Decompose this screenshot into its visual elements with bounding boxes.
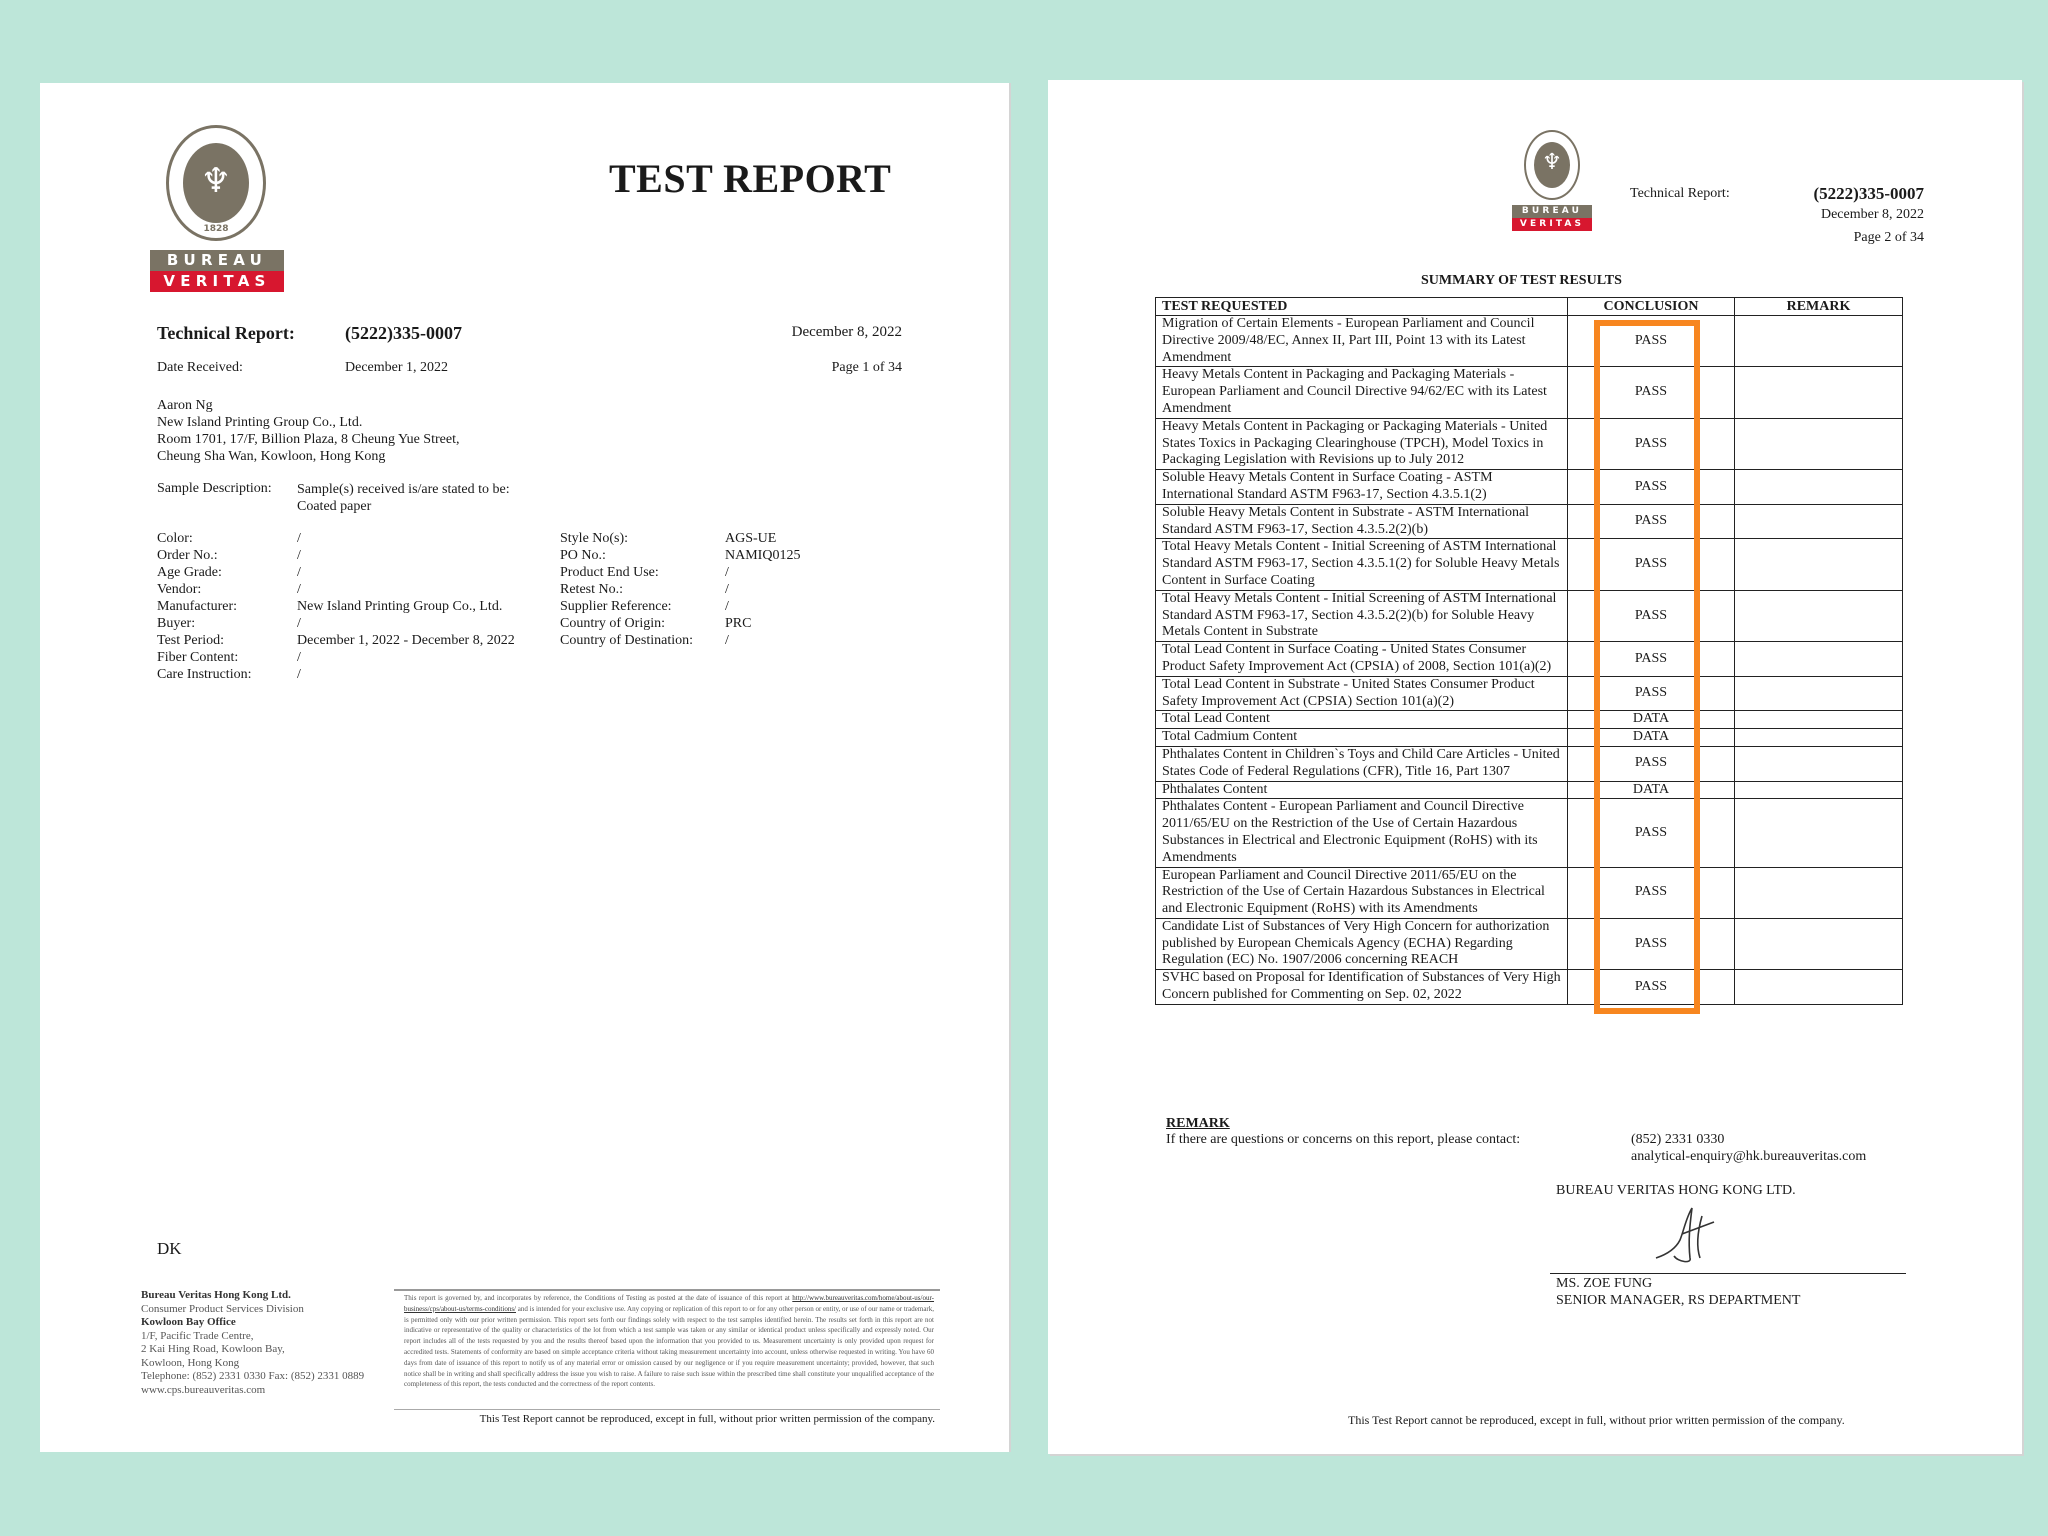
- conclusion-cell: PASS: [1568, 918, 1735, 969]
- remark-cell: [1735, 729, 1903, 747]
- table-row: [1156, 470, 1903, 505]
- summary-table: [1155, 297, 1903, 1005]
- test-requested-cell: Phthalates Content: [1156, 781, 1568, 799]
- table-row: [1156, 676, 1903, 711]
- detail-row: Vendor: /: [157, 582, 301, 597]
- table-row: [1156, 590, 1903, 641]
- conclusion-cell: PASS: [1568, 867, 1735, 918]
- remark-cell: [1735, 746, 1903, 781]
- detail-row: Age Grade: /: [157, 565, 301, 580]
- test-requested-cell: Heavy Metals Content in Packaging or Packaging Materials - United States Toxics in Packaging Clearinghouse (TPCH), Model Toxics in Packaging Legislation with Revisions up to July 2012: [1156, 418, 1568, 469]
- table-row: [1156, 799, 1903, 867]
- client-address: Aaron Ng New Island Printing Group Co., Ltd. Room 1701, 17/F, Billion Plaza, 8 Cheung Yue Street, Cheung Sha Wan, Kowloon, Hong Kong: [157, 398, 460, 464]
- test-requested-cell: Phthalates Content in Children`s Toys and Child Care Articles - United States Code of Federal Regulations (CFR), Title 16, Part 1307: [1156, 746, 1568, 781]
- remark-text: If there are questions or concerns on this report, please contact:: [1166, 1132, 1521, 1147]
- initials: DK: [157, 1239, 182, 1258]
- remark-cell: [1735, 367, 1903, 418]
- contact-email[interactable]: analytical-enquiry@hk.bureauveritas.com: [1631, 1149, 1867, 1164]
- technical-report-label: Technical Report:: [1630, 186, 1730, 201]
- table-row: [1156, 781, 1903, 799]
- table-row: [1156, 867, 1903, 918]
- detail-row: Retest No.: /: [560, 582, 729, 597]
- date-received-label: Date Received:: [157, 360, 243, 375]
- test-requested-cell: Migration of Certain Elements - European Parliament and Council Directive 2009/48/EC, Annex II, Part III, Point 13 with its Latest Amendment: [1156, 316, 1568, 367]
- detail-row: Manufacturer: New Island Printing Group Co., Ltd.: [157, 599, 503, 614]
- conclusion-cell: DATA: [1568, 711, 1735, 729]
- table-row: [1156, 711, 1903, 729]
- remark-cell: [1735, 918, 1903, 969]
- technical-report-label: Technical Report:: [157, 323, 295, 343]
- column-header-conclusion: CONCLUSION: [1568, 298, 1735, 316]
- test-requested-cell: SVHC based on Proposal for Identification of Substances of Very High Concern published for Commenting on Sep. 02, 2022: [1156, 970, 1568, 1005]
- conclusion-cell: DATA: [1568, 729, 1735, 747]
- conclusion-cell: PASS: [1568, 746, 1735, 781]
- detail-row: Buyer: /: [157, 616, 301, 631]
- detail-row: Product End Use: /: [560, 565, 729, 580]
- page-indicator: Page 2 of 34: [1853, 230, 1924, 245]
- remark-cell: [1735, 316, 1903, 367]
- test-requested-cell: Phthalates Content - European Parliament and Council Directive 2011/65/EU on the Restriction of the Use of Certain Hazardous Substances in Electrical and Electronic Equipment (RoHS) with its Amendments: [1156, 799, 1568, 867]
- table-row: [1156, 642, 1903, 677]
- remark-cell: [1735, 781, 1903, 799]
- conclusion-cell: PASS: [1568, 539, 1735, 590]
- remark-cell: [1735, 711, 1903, 729]
- test-requested-cell: Total Lead Content in Surface Coating - United States Consumer Product Safety Improvement Act (CPSIA) of 2008, Section 101(a)(2): [1156, 642, 1568, 677]
- footer-notice: This Test Report cannot be reproduced, except in full, without prior written permission of the company.: [1348, 1413, 1845, 1427]
- remark-cell: [1735, 799, 1903, 867]
- detail-row: Style No(s): AGS-UE: [560, 531, 777, 546]
- conclusion-cell: DATA: [1568, 781, 1735, 799]
- sample-description: Sample(s) received is/are stated to be: Coated paper: [297, 482, 510, 514]
- disclaimer-top-rule: [394, 1289, 940, 1291]
- remark-cell: [1735, 676, 1903, 711]
- remark-cell: [1735, 867, 1903, 918]
- test-requested-cell: Total Cadmium Content: [1156, 729, 1568, 747]
- column-header-test-requested: TEST REQUESTED: [1156, 298, 1568, 316]
- test-requested-cell: Total Lead Content: [1156, 711, 1568, 729]
- bureau-veritas-logo: ♆ BUREAU VERITAS: [1512, 130, 1592, 232]
- table-row: [1156, 746, 1903, 781]
- footer-notice: This Test Report cannot be reproduced, except in full, without prior written permission of the company.: [479, 1413, 935, 1425]
- signatory-company: BUREAU VERITAS HONG KONG LTD.: [1556, 1183, 1796, 1198]
- test-requested-cell: Soluble Heavy Metals Content in Surface Coating - ASTM International Standard ASTM F963-17, Section 4.3.5.1(2): [1156, 470, 1568, 505]
- detail-row: Care Instruction: /: [157, 667, 301, 682]
- signatory-name: MS. ZOE FUNG: [1556, 1276, 1653, 1291]
- remark-cell: [1735, 504, 1903, 539]
- office-address: Bureau Veritas Hong Kong Ltd. Consumer Product Services Division Kowloon Bay Office 1/F, Pacific Trade Centre, 2 Kai Hing Road, Kowloon Bay, Kowloon, Hong Kong Telephone: (852) 2331 0330 Fax: (852) 2331 0889 www.cps.bureauveritas.com: [141, 1289, 365, 1396]
- table-row: [1156, 729, 1903, 747]
- logo-figure-icon: ♆: [1542, 150, 1562, 175]
- detail-row: Supplier Reference: /: [560, 599, 729, 614]
- detail-row: Fiber Content: /: [157, 650, 301, 665]
- remark-cell: [1735, 642, 1903, 677]
- report-page-2: [1048, 80, 2022, 1454]
- test-requested-cell: Soluble Heavy Metals Content in Substrate - ASTM International Standard ASTM F963-17, Section 4.3.5.2(2)(b): [1156, 504, 1568, 539]
- test-requested-cell: Candidate List of Substances of Very High Concern for authorization published by European Chemicals Agency (ECHA) Regarding Regulation (EC) No. 1907/2006 concerning REACH: [1156, 918, 1568, 969]
- remark-cell: [1735, 470, 1903, 505]
- table-row: [1156, 367, 1903, 418]
- report-date: December 8, 2022: [791, 324, 902, 340]
- table-row: [1156, 316, 1903, 367]
- detail-row: Order No.: /: [157, 548, 301, 563]
- conclusion-cell: PASS: [1568, 316, 1735, 367]
- signatory-title: SENIOR MANAGER, RS DEPARTMENT: [1556, 1293, 1801, 1308]
- signature-icon: [1648, 1200, 1728, 1270]
- disclaimer-bottom-rule: [394, 1409, 940, 1410]
- detail-row: Color: /: [157, 531, 301, 546]
- table-row: [1156, 504, 1903, 539]
- report-date: December 8, 2022: [1820, 207, 1924, 222]
- test-requested-cell: Total Heavy Metals Content - Initial Screening of ASTM International Standard ASTM F963-17, Section 4.3.5.2(2)(b) for Soluble Heavy Metals Content in Substrate: [1156, 590, 1568, 641]
- detail-row: Test Period: December 1, 2022 - December 8, 2022: [157, 633, 515, 648]
- remark-cell: [1735, 970, 1903, 1005]
- conclusion-cell: PASS: [1568, 642, 1735, 677]
- table-row: [1156, 418, 1903, 469]
- terms-conditions-link[interactable]: http://www.bureauveritas.com/home/about-us/our-business/cps/about-us/terms-conditions/: [404, 1294, 935, 1313]
- conclusion-cell: PASS: [1568, 367, 1735, 418]
- technical-report-number: (5222)335-0007: [345, 323, 462, 343]
- conclusion-cell: PASS: [1568, 418, 1735, 469]
- table-row: [1156, 970, 1903, 1005]
- sample-details-left: [157, 530, 515, 683]
- table-row: [1156, 918, 1903, 969]
- disclaimer-text: This report is governed by, and incorporates by reference, the Conditions of Testing as posted at the date of issuance of this report at http://www.bureauveritas.com/home/about-us/our-business/cps/about-us/terms-conditions/ and is intended for your exclusive use. Any copying or replication of this report to or for any other person or entity, or use of our name or trademark, is permitted only with our prior written permission. This report sets forth our findings solely with respect to the test samples identified herein. The results set forth in this report are not indicative or representative of the quality or characteristics of the lot from which a test sample was taken or any similar or identical product unless specifically and expressly noted. Our report includes all of the tests requested by you and the results thereof based upon the information that you provided to us. Measurement uncertainty is only provided upon request for accredited tests. Statements of conformity are based on simple acceptance criteria without taking measurement uncertainty into account, unless otherwise requested in writing. You have 60 days from date of issuance of this report to notify us of any material error or omission caused by our negligence or if you require measurement uncertainty; provided, however, that such notice shall be in writing and shall specifically address the issue you wish to raise. A failure to raise such issue within the prescribed time shall constitute your unqualified acceptance of the completeness of this report, the tests conducted and the correctness of the report contents.: [404, 1294, 935, 1389]
- conclusion-cell: PASS: [1568, 799, 1735, 867]
- summary-title: SUMMARY OF TEST RESULTS: [1421, 273, 1622, 288]
- technical-report-number: (5222)335-0007: [1813, 184, 1924, 203]
- detail-row: PO No.: NAMIQ0125: [560, 548, 801, 563]
- conclusion-cell: PASS: [1568, 504, 1735, 539]
- detail-row: Country of Destination: /: [560, 633, 729, 648]
- test-requested-cell: Total Lead Content in Substrate - United States Consumer Product Safety Improvement Act (CPSIA) Section 101(a)(2): [1156, 676, 1568, 711]
- remark-cell: [1735, 418, 1903, 469]
- date-received-value: December 1, 2022: [345, 360, 449, 375]
- test-requested-cell: Heavy Metals Content in Packaging and Packaging Materials - European Parliament and Council Directive 94/62/EC with its Latest Amendment: [1156, 367, 1568, 418]
- table-row: [1156, 539, 1903, 590]
- summary-table-body: [1156, 316, 1903, 1005]
- signature-rule: [1550, 1273, 1906, 1274]
- remark-cell: [1735, 590, 1903, 641]
- column-header-remark: REMARK: [1735, 298, 1903, 316]
- remark-cell: [1735, 539, 1903, 590]
- test-requested-cell: Total Heavy Metals Content - Initial Screening of ASTM International Standard ASTM F963-17, Section 4.3.5.1(2) for Soluble Heavy Metals Content in Surface Coating: [1156, 539, 1568, 590]
- logo-figure-icon: ♆: [200, 161, 232, 201]
- conclusion-cell: PASS: [1568, 590, 1735, 641]
- report-page-1: [40, 83, 1009, 1452]
- contact-phone: (852) 2331 0330: [1631, 1132, 1725, 1147]
- test-requested-cell: European Parliament and Council Directive 2011/65/EU on the Restriction of the Use of Certain Hazardous Substances in Electrical and Electronic Equipment (RoHS) with its Amendments: [1156, 867, 1568, 918]
- conclusion-cell: PASS: [1568, 970, 1735, 1005]
- table-header-row: [1156, 298, 1903, 316]
- page-title: TEST REPORT: [609, 156, 892, 201]
- bureau-veritas-logo: ♆ 1828 BUREAU VERITAS: [150, 125, 284, 295]
- detail-row: Country of Origin: PRC: [560, 616, 752, 631]
- sample-description-label: Sample Description:: [157, 481, 272, 496]
- page-indicator: Page 1 of 34: [831, 360, 902, 375]
- conclusion-cell: PASS: [1568, 676, 1735, 711]
- remark-heading: REMARK: [1166, 1116, 1230, 1131]
- conclusion-cell: PASS: [1568, 470, 1735, 505]
- sample-details-right: [560, 530, 800, 649]
